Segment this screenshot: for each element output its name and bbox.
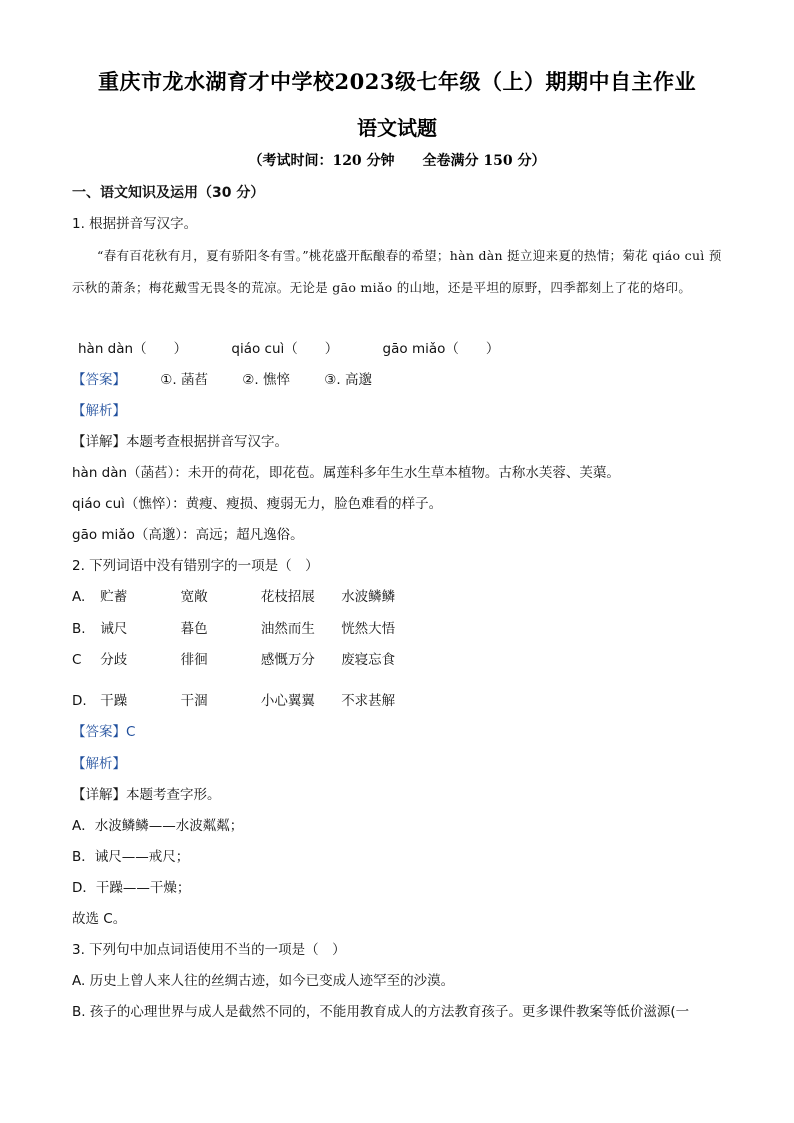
q2-answer bbox=[72, 723, 135, 741]
option-word: 宽敞 bbox=[180, 589, 208, 605]
option-word: 不求甚解 bbox=[341, 693, 396, 709]
option-letter: D. bbox=[72, 693, 87, 709]
option-word: 恍然大悟 bbox=[341, 621, 396, 637]
q1-explanation-3: gāo miǎo（高邈）：高远；超凡逸俗。 bbox=[72, 527, 304, 543]
option-word: 暮色 bbox=[180, 621, 208, 637]
q1-blanks bbox=[72, 340, 533, 358]
q2-option-b bbox=[72, 620, 417, 638]
q2-stem: 2. 下列词语中没有错别字的一项是（ ） bbox=[72, 558, 319, 574]
option-word: 油然而生 bbox=[260, 621, 315, 637]
q1-explanation-2: qiáo cuì（憔悴）：黄瘦、瘦损、瘦弱无力，脸色难看的样子。 bbox=[72, 496, 443, 512]
option-word: 贮蓄 bbox=[100, 589, 128, 605]
q1-answer-3: ③. 高邈 bbox=[324, 372, 372, 388]
q3-option-b: B. 孩子的心理世界与成人是截然不同的，不能用教育成人的方法教育孩子。更多课件教案等低价滋源(一 bbox=[72, 1004, 690, 1020]
q1-blank-1: hàn dàn（ ） bbox=[78, 341, 188, 357]
q1-analysis-tag: 【解析】 bbox=[72, 403, 126, 419]
q2-correction-a: A．水波鳞鳞——水波粼粼； bbox=[72, 818, 244, 834]
q3-stem: 3. 下列句中加点词语使用不当的一项是（ ） bbox=[72, 942, 346, 958]
q1-blank-3: gāo miǎo（ ） bbox=[382, 341, 500, 357]
q1-passage-text: “春有百花秋有月，夏有骄阳冬有雪。”桃花盛开酝酿春的希望；hàn dàn 挺立迎来夏的热情；菊花 qiáo cuì 预示秋的萧条；梅花戴雪无畏冬的荒凉。无论是 gāo miǎo 的山地，还是平坦的原野，四季都刻上了花的烙印。 bbox=[72, 248, 722, 295]
option-letter: C bbox=[72, 652, 82, 668]
option-letter: B. bbox=[72, 621, 86, 637]
q2-answer-text: 【答案】C bbox=[72, 724, 136, 740]
q1-stem: 1. 根据拼音写汉字。 bbox=[72, 216, 198, 232]
q2-option-d bbox=[72, 692, 417, 710]
q1-answer bbox=[72, 371, 372, 389]
exam-title: 重庆市龙水湖育才中学校2023级七年级（上）期期中自主作业 bbox=[98, 69, 696, 94]
option-word: 废寝忘食 bbox=[341, 652, 396, 668]
subject-title: 语文试题 bbox=[357, 116, 437, 140]
q1-blank-2: qiáo cuì（ ） bbox=[231, 341, 339, 357]
option-word: 徘徊 bbox=[180, 652, 208, 668]
option-word: 感慨万分 bbox=[260, 652, 315, 668]
option-word: 诫尺 bbox=[100, 621, 128, 637]
section-heading: 一、语文知识及运用（30 分） bbox=[72, 185, 265, 201]
option-word: 干躁 bbox=[100, 693, 128, 709]
option-word: 干涸 bbox=[180, 693, 208, 709]
q2-analysis-tag: 【解析】 bbox=[72, 756, 126, 772]
q1-answer-1: ①. 菡萏 bbox=[160, 372, 208, 388]
q2-correction-d: D．干躁——干燥； bbox=[72, 880, 191, 896]
q1-passage bbox=[72, 240, 724, 303]
option-letter: A. bbox=[72, 589, 86, 605]
q1-detail: 【详解】本题考查根据拼音写汉字。 bbox=[72, 434, 288, 450]
answer-tag: 【答案】 bbox=[72, 372, 126, 388]
option-word: 分歧 bbox=[100, 652, 128, 668]
q2-conclusion: 故选 C。 bbox=[72, 911, 127, 927]
q2-option-a bbox=[72, 588, 417, 606]
q2-detail: 【详解】本题考查字形。 bbox=[72, 787, 221, 803]
q1-answer-2: ②. 憔悴 bbox=[242, 372, 290, 388]
q2-correction-b: B．诫尺——戒尺； bbox=[72, 849, 190, 865]
exam-info: （考试时间：120 分钟 全卷满分 150 分） bbox=[248, 153, 546, 169]
option-word: 水波鳞鳞 bbox=[341, 589, 396, 605]
q2-option-c bbox=[72, 651, 417, 669]
option-word: 小心翼翼 bbox=[260, 693, 315, 709]
q1-explanation-1: hàn dàn（菡萏）：未开的荷花，即花苞。属莲科多年生水生草本植物。古称水芙蓉、芙蕖。 bbox=[72, 465, 620, 481]
q3-option-a: A. 历史上曾人来人往的丝绸古迹，如今已变成人迹罕至的沙漠。 bbox=[72, 973, 455, 989]
option-word: 花枝招展 bbox=[260, 589, 315, 605]
